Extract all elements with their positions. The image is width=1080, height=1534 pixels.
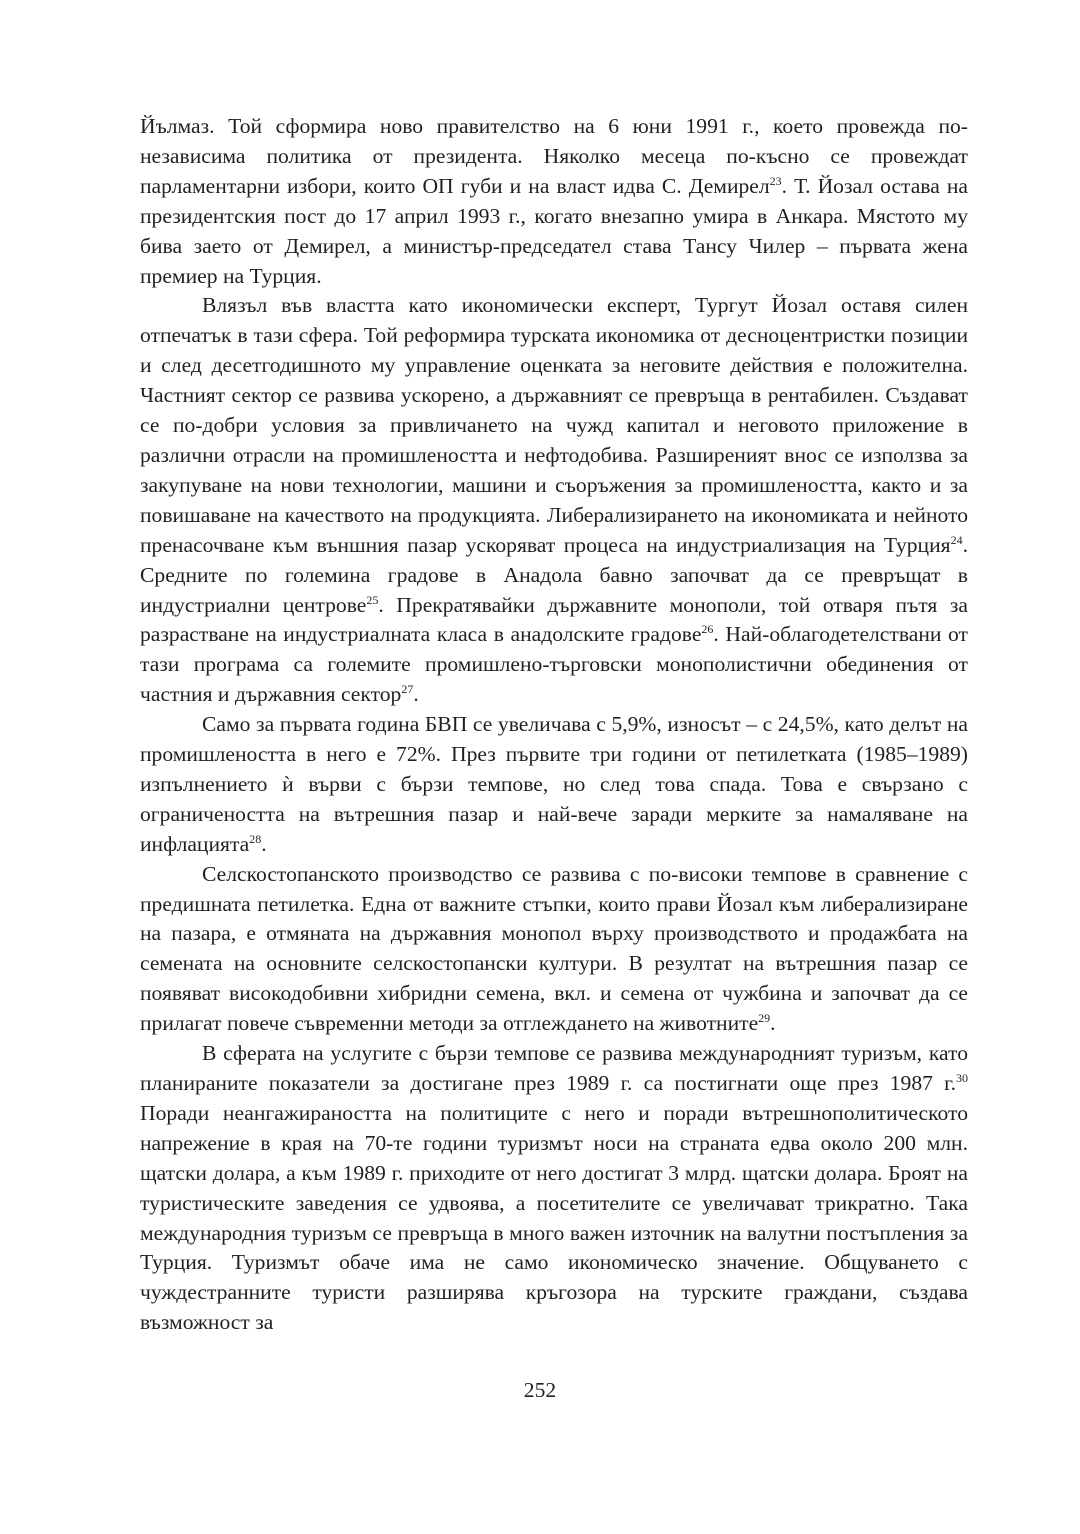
paragraph-1: [140, 112, 968, 291]
footnote-ref-25: 25: [366, 592, 379, 607]
text-run: .: [261, 831, 267, 856]
paragraph-2: [140, 291, 968, 710]
text-run: . Средните по големина градове в Анадола бавно започват да се превръщат в индустриални центрове: [140, 532, 968, 617]
footnote-ref-27: 27: [401, 682, 414, 697]
footnote-ref-30: 30: [956, 1071, 968, 1086]
text-run: . Прекратявайки държавните монополи, той отваря пътя за разрастване на индустриалната класа в анадолските градове: [140, 592, 968, 647]
text-run: Йълмаз. Той сформира ново правителство на 6 юни 1991 г., което провежда по-независима политика от президента. Няколко месеца по-късно се провеждат парламентарни избори, които ОП губи и на власт идва С. Демирел: [140, 114, 968, 198]
footnote-ref-26: 26: [701, 622, 714, 637]
footnote-ref-28: 28: [249, 831, 262, 846]
text-run: Само за първата година БВП се увеличава с 5,9%, износът – с 24,5%, като делът на промишлеността в него е 72%. През първите три години от петилетката (1985–1989) изпълнението ѝ върви с бързи темпове, но след това спада. Това е свързано с ограничеността на вътрешния пазар и най-вече заради мерките за намаляване на инфлацията: [140, 712, 968, 856]
footnote-ref-24: 24: [950, 532, 963, 547]
text-run: . Най-облагодетелствани от тази програма са големите промишлено-търговски монополистични обединения от частния и държавния сектор: [140, 622, 968, 707]
text-run: В сферата на услугите с бързи темпове се развива международният туризъм, като планираните показатели за достигане през 1989 г. са постигнати още през 1987 г.: [140, 1041, 968, 1095]
text-run: Поради неангажираността на политиците с него и поради вътрешнополитическото напрежение в края на 70-те години туризмът носи на страната едва около 200 млн. щатски долара, а към 1989 г. приходите от него достигат 3 млрд. щатски долара. Броят на туристическите заведения се удвоява, а посетителите се увеличават трикратно. Така международния туризъм се превръща в много важен източник на валутни постъпления за Турция. Туризмът обаче има не само икономическо значение. Общуването с чуждестранните туристи разширява кръгозора на турските граждани, създава възможност за: [140, 1100, 968, 1335]
text-run: .: [413, 682, 419, 707]
main-text: [140, 112, 968, 1338]
text-run: Селскостопанското производство се развива с по-високи темпове в сравнение с предишната петилетка. Една от важните стъпки, които прави Йозал към либерализиране на пазара, е отмяната на държавния монопол върху производството и продажбата на семената на основните селскостопански култури. В резултат на вътрешния пазар се появяват високодобивни хибридни семена, вкл. и семена от чужбина и започват да се прилагат повече съвременни методи за отглеждането на животните: [140, 861, 968, 1036]
text-run: Влязъл във властта като икономически експерт, Тургут Йозал оставя силен отпечатък в тази сфера. Той реформира турската икономика от десноцентристки позиции и след десетгодишното му управление оценката за неговите действия е положителна. Частният сектор се развива ускорено, а държавният се превръща в рентабилен. Създават се по-добри условия за привличането на чужд капитал и неговото приложение в различни отрасли на промишлеността и нефтодобива. Разширеният внос се използва за закупуване на нови технологии, машини и съоръжения за промишлеността, както и за повишаване на качеството на продукцията. Либерализирането на икономиката и нейното пренасочване към външния пазар ускоряват процеса на индустриализация на Турция: [140, 293, 968, 557]
paragraph-3: [140, 710, 968, 860]
text-run: .: [770, 1011, 776, 1036]
footnote-ref-29: 29: [758, 1011, 771, 1026]
paragraph-5: [140, 1039, 968, 1338]
footnote-ref-23: 23: [769, 174, 782, 189]
page-number: 252: [523, 1378, 557, 1402]
text-run: . Т. Йозал остава на президентския пост до 17 април 1993 г., когато внезапно умира в Анкара. Мястото му бива заето от Демирел, а министър-председател става Тансу Чилер – първата жена премиер на Турция.: [140, 173, 968, 288]
paragraph-4: [140, 860, 968, 1039]
